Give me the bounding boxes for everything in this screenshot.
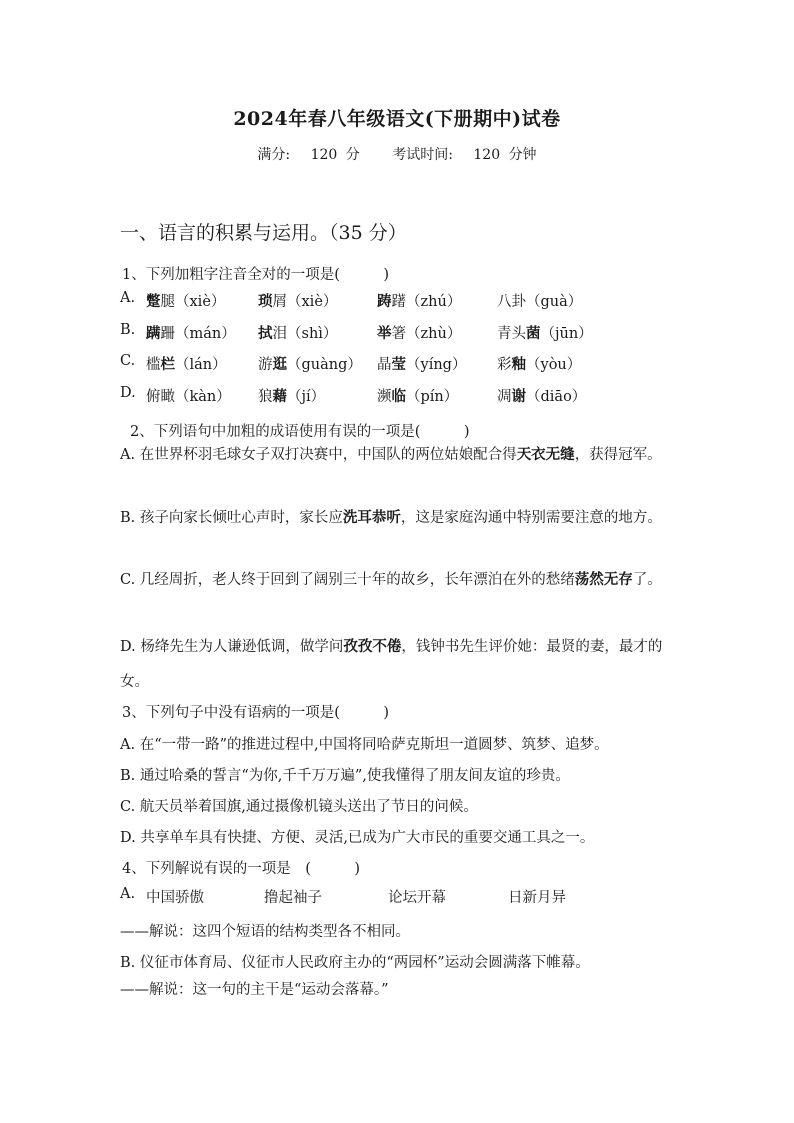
- phrase-item: 中国骄傲: [146, 890, 204, 906]
- full-score: 120 分: [310, 147, 360, 163]
- question-4-option-b: B. 仪征市体育局、仪征市人民政府主办的“两园杯”运动会圆满落下帷幕。: [120, 955, 590, 971]
- option-letter: B.: [120, 322, 136, 338]
- pinyin-item: 青头菌（jūn）: [497, 325, 593, 342]
- pinyin-item: 凋谢（diāo）: [497, 388, 587, 405]
- pinyin-item: 俯瞰（kàn）: [146, 389, 231, 405]
- pinyin-item: 拭泪（shì）: [258, 325, 338, 342]
- time-label: 考试时间:: [392, 147, 453, 163]
- question-2-option-c: C. 几经周折，老人终于回到了阔别三十年的故乡，长年漂泊在外的愁绪荡然无存了。: [120, 571, 662, 588]
- phrase-item: 论坛开幕: [388, 890, 446, 906]
- question-2-option-b: B. 孩子向家长倾吐心声时，家长应洗耳恭听，这是家庭沟通中特别需要注意的地方。: [120, 509, 662, 526]
- section-heading-1: 一、语言的积累与运用。（35 分）: [120, 222, 407, 244]
- pinyin-item: 蹒跚（mán）: [146, 325, 236, 342]
- idiom-bold: 洗耳恭听: [342, 509, 401, 526]
- question-3-option-a: A. 在“一带一路”的推进过程中,中国将同哈萨克斯坦一道圆梦、筑梦、追梦。: [120, 737, 609, 753]
- page-title: 2024年春八年级语文(下册期中)试卷: [233, 108, 561, 130]
- question-4-option-a-note: ——解说：这四个短语的结构类型各不相同。: [120, 924, 410, 940]
- question-4-option-b-note: ——解说：这一句的主干是“运动会落幕。”: [120, 982, 389, 998]
- idiom-bold: 孜孜不倦: [343, 638, 402, 655]
- pinyin-item: 槛栏（lán）: [146, 356, 227, 373]
- option-letter: C.: [120, 353, 136, 369]
- question-3-stem: 3、下列句子中没有语病的一项是( ): [122, 705, 390, 721]
- full-score-label: 满分:: [257, 147, 291, 163]
- idiom-bold: 荡然无存: [574, 571, 633, 588]
- pinyin-item: 踌躇（zhú）: [377, 293, 462, 310]
- question-1-stem: 1、下列加粗字注音全对的一项是( ): [122, 267, 390, 283]
- pinyin-item: 濒临（pín）: [377, 388, 459, 405]
- pinyin-item: 彩釉（yòu）: [497, 356, 582, 373]
- idiom-bold: 天衣无缝: [516, 446, 575, 463]
- question-2-option-a: A. 在世界杯羽毛球女子双打决赛中，中国队的两位姑娘配合得天衣无缝，获得冠军。: [120, 446, 662, 463]
- option-letter: D.: [120, 385, 136, 401]
- question-2-stem: 2、下列语句中加粗的成语使用有误的一项是( ): [130, 424, 470, 440]
- pinyin-item: 晶莹（yíng）: [377, 356, 467, 373]
- phrase-item: 日新月异: [508, 890, 566, 906]
- question-2-option-d: D. 杨绛先生为人谦逊低调，做学问孜孜不倦，钱钟书先生评价她：最贤的妻，最才的女。: [120, 638, 663, 690]
- time-value: 120 分钟: [473, 147, 537, 163]
- question-3-option-c: C. 航天员举着国旗,通过摄像机镜头送出了节日的问候。: [120, 799, 478, 815]
- question-3-option-d: D. 共享单车具有快捷、方便、灵活,已成为广大市民的重要交通工具之一。: [120, 830, 595, 846]
- pinyin-item: 狼藉（jí）: [258, 388, 326, 405]
- question-3-option-b: B. 通过哈桑的誓言“为你,千千万万遍”,使我懂得了朋友间友谊的珍贵。: [120, 768, 570, 784]
- phrase-item: 撸起袖子: [264, 890, 322, 906]
- exam-meta: [0, 144, 794, 164]
- option-letter: A.: [120, 290, 136, 306]
- pinyin-item: 游逛（guàng）: [258, 356, 362, 373]
- pinyin-item: 蹩腿（xiè）: [146, 293, 226, 310]
- pinyin-item: 琐屑（xiè）: [258, 293, 338, 310]
- pinyin-item: 八卦（guà）: [497, 294, 583, 310]
- question-4-stem: 4、下列解说有误的一项是 ( ): [122, 861, 361, 877]
- question-4-option-a: A.: [120, 886, 136, 902]
- pinyin-item: 举箸（zhù）: [377, 325, 462, 342]
